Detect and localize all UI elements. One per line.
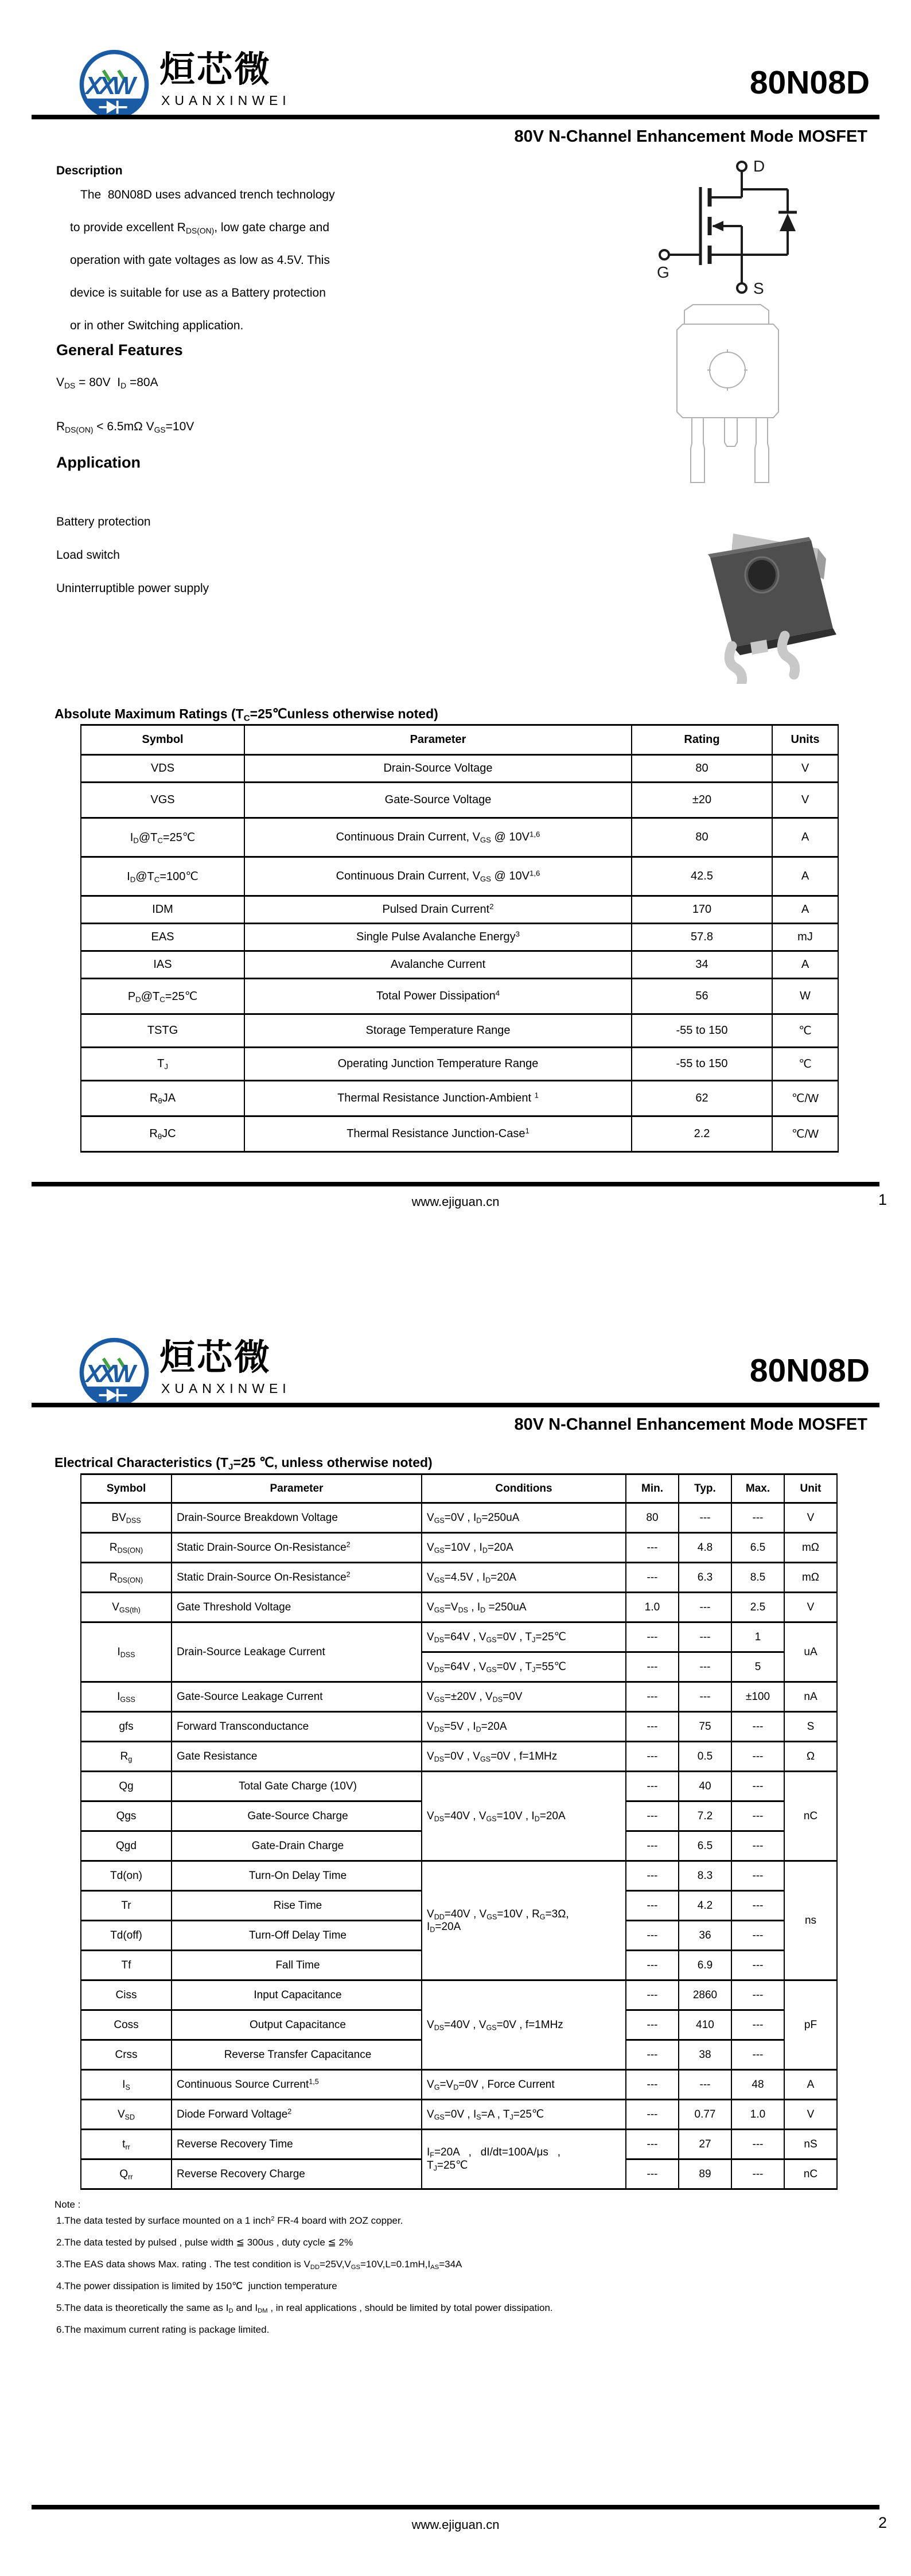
table-cell: S bbox=[784, 1712, 837, 1742]
table-cell: $V_{DS}=0V$ , $V_{GS}=0V$ , f=1MHz bbox=[422, 1742, 626, 1772]
table-row bbox=[81, 1682, 837, 1712]
note-line: 3.The EAS data shows Max. rating . The test condition is $V_{DD}=25V,V_{GS}=10V,L=0.1mH,I_{AS}=34A$ bbox=[56, 2259, 462, 2271]
table-cell: --- bbox=[679, 2070, 731, 2100]
abs-max-heading: Absolute Maximum Ratings ($T_C=25℃unless$ otherwise noted) bbox=[54, 706, 438, 723]
table-cell: 40 bbox=[679, 1772, 731, 1801]
table-cell: Thermal Resistance Junction-Case$^1$ bbox=[244, 1116, 632, 1152]
table-cell: --- bbox=[731, 2010, 784, 2040]
table-header-cell: Units bbox=[772, 725, 838, 755]
table-cell: 1 bbox=[731, 1622, 784, 1652]
table-cell: $V_{DS}=64V$ , $V_{GS}=0V$ , $T_J=25℃$ bbox=[422, 1622, 626, 1652]
table-cell: Single Pulse Avalanche Energy$^3$ bbox=[244, 924, 632, 951]
table-cell: ℃/W bbox=[772, 1081, 838, 1116]
table-cell: --- bbox=[626, 2159, 679, 2189]
table-cell: nS bbox=[784, 2130, 837, 2159]
table-cell: --- bbox=[679, 1593, 731, 1622]
table-cell: 170 bbox=[632, 896, 772, 924]
table-cell: 2.5 bbox=[731, 1593, 784, 1622]
table-cell: --- bbox=[626, 1772, 679, 1801]
table-row bbox=[81, 1503, 837, 1533]
abs-max-table bbox=[80, 724, 839, 1153]
table-cell: nC bbox=[784, 2159, 837, 2189]
page-number: 1 bbox=[878, 1191, 887, 1208]
table-cell: 4.2 bbox=[679, 1891, 731, 1921]
table-cell: Reverse Recovery Charge bbox=[172, 2159, 422, 2189]
table-cell: $I_D@T_C=100℃$ bbox=[81, 857, 244, 896]
table-cell: pF bbox=[784, 1980, 837, 2070]
doc-subtitle: 80V N-Channel Enhancement Mode MOSFET bbox=[514, 1415, 867, 1434]
package-outline-drawing bbox=[670, 300, 862, 492]
table-cell: Turn-On Delay Time bbox=[172, 1861, 422, 1891]
table-cell: Gate-Source Leakage Current bbox=[172, 1682, 422, 1712]
table-cell: A bbox=[772, 951, 838, 979]
table-cell: --- bbox=[626, 1831, 679, 1861]
table-cell: 27 bbox=[679, 2130, 731, 2159]
table-cell: ±20 bbox=[632, 783, 772, 818]
table-cell: Qg bbox=[81, 1772, 172, 1801]
footer-rule bbox=[32, 1182, 879, 1186]
table-cell: Input Capacitance bbox=[172, 1980, 422, 2010]
table-cell: $R_\theta JA$ bbox=[81, 1081, 244, 1116]
table-cell: 6.9 bbox=[679, 1951, 731, 1980]
table-row bbox=[81, 1622, 837, 1652]
table-cell: --- bbox=[731, 1772, 784, 1801]
table-cell: --- bbox=[626, 1652, 679, 1682]
table-cell: 80 bbox=[632, 818, 772, 857]
mosfet-arrow-icon bbox=[712, 221, 723, 231]
description-line: device is suitable for use as a Battery protection bbox=[70, 286, 326, 299]
table-cell: --- bbox=[731, 1921, 784, 1951]
table-cell: W bbox=[772, 979, 838, 1014]
table-row bbox=[81, 857, 838, 896]
table-header-row bbox=[81, 725, 838, 755]
doc-subtitle: 80V N-Channel Enhancement Mode MOSFET bbox=[514, 127, 867, 146]
table-cell: $V_{GS}=10V$ , $I_D=20A$ bbox=[422, 1533, 626, 1563]
table-cell: VDS bbox=[81, 755, 244, 783]
table-cell: $V_{GS}=0V$ , $I_S=A$ , $T_J=25℃$ bbox=[422, 2100, 626, 2130]
header-rule bbox=[32, 115, 879, 119]
drain-label: D bbox=[753, 157, 765, 175]
table-cell: Fall Time bbox=[172, 1951, 422, 1980]
table-cell: ns bbox=[784, 1861, 837, 1980]
table-cell: $V_{DS}=5V$ , $I_D=20A$ bbox=[422, 1712, 626, 1742]
table-cell: $V_{SD}$ bbox=[81, 2100, 172, 2130]
table-cell: $V_{DS}=64V$ , $V_{GS}=0V$ , $T_J=55℃$ bbox=[422, 1652, 626, 1682]
table-cell: Forward Transconductance bbox=[172, 1712, 422, 1742]
table-header-row bbox=[81, 1474, 837, 1503]
page-2 bbox=[0, 1288, 911, 2576]
table-cell: IAS bbox=[81, 951, 244, 979]
table-cell: 89 bbox=[679, 2159, 731, 2189]
table-row bbox=[81, 896, 838, 924]
table-cell: --- bbox=[626, 2040, 679, 2070]
table-cell: $R_\theta JC$ bbox=[81, 1116, 244, 1152]
description-line: to provide excellent $R_{DS(ON)}$, low gate charge and bbox=[70, 221, 330, 235]
feature-line: $R_{DS(ON)} < 6.5m\Omega$ $V_{GS}=10V$ bbox=[56, 420, 194, 434]
table-cell: --- bbox=[626, 1622, 679, 1652]
brand-name-cn: 烜芯微 bbox=[159, 1336, 272, 1378]
table-cell: --- bbox=[731, 1831, 784, 1861]
table-cell: --- bbox=[626, 1951, 679, 1980]
table-cell: nA bbox=[784, 1682, 837, 1712]
table-cell: $V_{GS}=\pm 20V$ , $V_{DS}=0V$ bbox=[422, 1682, 626, 1712]
table-row bbox=[81, 1014, 838, 1048]
table-cell: Rise Time bbox=[172, 1891, 422, 1921]
table-header-cell: Symbol bbox=[81, 725, 244, 755]
application-item: Load switch bbox=[56, 548, 120, 562]
logo-monogram: XXW bbox=[85, 1360, 133, 1388]
table-cell: $Q_{rr}$ bbox=[81, 2159, 172, 2189]
notes-heading: Note : bbox=[54, 2199, 81, 2210]
table-cell: Td(on) bbox=[81, 1861, 172, 1891]
table-cell: 8.5 bbox=[731, 1563, 784, 1593]
table-cell: Pulsed Drain Current$^2$ bbox=[244, 896, 632, 924]
table-cell: Gate Threshold Voltage bbox=[172, 1593, 422, 1622]
table-cell: 2860 bbox=[679, 1980, 731, 2010]
table-cell: A bbox=[772, 896, 838, 924]
footer-site: www.ejiguan.cn bbox=[411, 1194, 500, 1209]
table-cell: ±100 bbox=[731, 1682, 784, 1712]
table-cell: Total Gate Charge (10V) bbox=[172, 1772, 422, 1801]
table-row bbox=[81, 1081, 838, 1116]
table-row bbox=[81, 1593, 837, 1622]
table-cell: 2.2 bbox=[632, 1116, 772, 1152]
table-cell: Continuous Drain Current, $V_{GS}$ @ $10V^{1,6}$ bbox=[244, 857, 632, 896]
table-cell: --- bbox=[626, 1921, 679, 1951]
table-cell: Td(off) bbox=[81, 1921, 172, 1951]
application-list bbox=[56, 515, 209, 615]
table-header-cell: Typ. bbox=[679, 1474, 731, 1503]
table-cell: --- bbox=[731, 1951, 784, 1980]
feature-line: $V_{DS} = 80V$ $I_D =80A$ bbox=[56, 376, 158, 390]
table-cell: --- bbox=[731, 1712, 784, 1742]
table-cell: --- bbox=[679, 1503, 731, 1533]
table-cell: --- bbox=[731, 1503, 784, 1533]
table-cell: --- bbox=[731, 2159, 784, 2189]
table-cell: ℃/W bbox=[772, 1116, 838, 1152]
notes-list bbox=[56, 2215, 859, 2346]
table-cell: ℃ bbox=[772, 1048, 838, 1081]
table-cell: -55 to 150 bbox=[632, 1048, 772, 1081]
table-cell: Tf bbox=[81, 1951, 172, 1980]
table-cell: Drain-Source Voltage bbox=[244, 755, 632, 783]
table-header-cell: Parameter bbox=[172, 1474, 422, 1503]
table-cell: mΩ bbox=[784, 1563, 837, 1593]
table-row bbox=[81, 1533, 837, 1563]
table-cell: Diode Forward Voltage$^2$ bbox=[172, 2100, 422, 2130]
table-cell: gfs bbox=[81, 1712, 172, 1742]
table-cell: 56 bbox=[632, 979, 772, 1014]
table-cell: $V_{DS}=40V$ , $V_{GS}=0V$ , f=1MHz bbox=[422, 1980, 626, 2070]
table-cell: 7.2 bbox=[679, 1801, 731, 1831]
body-diode-icon bbox=[780, 213, 796, 231]
table-cell: --- bbox=[626, 1801, 679, 1831]
part-number: 80N08D bbox=[749, 64, 870, 101]
description-line: or in other Switching application. bbox=[70, 319, 244, 332]
table-cell: -55 to 150 bbox=[632, 1014, 772, 1048]
table-cell: ℃ bbox=[772, 1014, 838, 1048]
table-cell: $R_{DS(ON)}$ bbox=[81, 1563, 172, 1593]
table-row bbox=[81, 1712, 837, 1742]
table-cell: --- bbox=[626, 1891, 679, 1921]
mosfet-symbol-diagram bbox=[645, 153, 852, 299]
table-cell: 6.5 bbox=[731, 1533, 784, 1563]
table-cell: $R_g$ bbox=[81, 1742, 172, 1772]
table-cell: V bbox=[772, 755, 838, 783]
note-line: 4.The power dissipation is limited by 150℃ junction temperature bbox=[56, 2281, 337, 2291]
table-cell: EAS bbox=[81, 924, 244, 951]
table-cell: Continuous Source Current$^{1,5}$ bbox=[172, 2070, 422, 2100]
elec-table bbox=[80, 1473, 838, 2190]
table-cell: $V_G=V_D=0V$ , Force Current bbox=[422, 2070, 626, 2100]
table-cell: 6.3 bbox=[679, 1563, 731, 1593]
table-header-cell: Conditions bbox=[422, 1474, 626, 1503]
table-cell: Gate-Source Charge bbox=[172, 1801, 422, 1831]
table-cell: V bbox=[784, 1503, 837, 1533]
note-line: 2.The data tested by pulsed , pulse width ≦ 300us , duty cycle ≦ 2% bbox=[56, 2237, 353, 2248]
table-cell: $BV_{DSS}$ bbox=[81, 1503, 172, 1533]
table-cell: A bbox=[772, 818, 838, 857]
table-cell: $t_{rr}$ bbox=[81, 2130, 172, 2159]
package-3d-image bbox=[683, 523, 855, 684]
table-cell: 80 bbox=[626, 1503, 679, 1533]
table-row bbox=[81, 2130, 837, 2159]
table-cell: --- bbox=[731, 1891, 784, 1921]
application-item: Battery protection bbox=[56, 515, 151, 528]
table-cell: $R_{DS(ON)}$ bbox=[81, 1533, 172, 1563]
table-cell: mJ bbox=[772, 924, 838, 951]
table-row bbox=[81, 783, 838, 818]
table-cell: Tr bbox=[81, 1891, 172, 1921]
table-cell: nC bbox=[784, 1772, 837, 1861]
table-cell: Crss bbox=[81, 2040, 172, 2070]
table-row bbox=[81, 2100, 837, 2130]
table-cell: --- bbox=[626, 1712, 679, 1742]
note-line: 5.The data is theoretically the same as $I_D$ and $I_{DM}$ , in real applications , should be limited by total power dissipation. bbox=[56, 2302, 553, 2315]
table-cell: V bbox=[784, 1593, 837, 1622]
table-cell: V bbox=[784, 2100, 837, 2130]
table-cell: Storage Temperature Range bbox=[244, 1014, 632, 1048]
table-header-cell: Min. bbox=[626, 1474, 679, 1503]
table-cell: $I_S$ bbox=[81, 2070, 172, 2100]
table-cell: 6.5 bbox=[679, 1831, 731, 1861]
table-cell: --- bbox=[679, 1652, 731, 1682]
table-cell: Qgs bbox=[81, 1801, 172, 1831]
section-heading-description: Description bbox=[56, 164, 123, 177]
table-cell: 8.3 bbox=[679, 1861, 731, 1891]
table-row bbox=[81, 979, 838, 1014]
table-cell: --- bbox=[731, 1742, 784, 1772]
table-cell: Static Drain-Source On-Resistance$^2$ bbox=[172, 1563, 422, 1593]
table-row bbox=[81, 1563, 837, 1593]
footer-site: www.ejiguan.cn bbox=[411, 2517, 500, 2532]
table-cell: 42.5 bbox=[632, 857, 772, 896]
table-cell: --- bbox=[626, 2100, 679, 2130]
table-row bbox=[81, 2070, 837, 2100]
table-cell: A bbox=[784, 2070, 837, 2100]
table-cell: --- bbox=[731, 2130, 784, 2159]
table-row bbox=[81, 818, 838, 857]
table-cell: Ciss bbox=[81, 1980, 172, 2010]
table-cell: $T_J$ bbox=[81, 1048, 244, 1081]
table-cell: $V_{GS(th)}$ bbox=[81, 1593, 172, 1622]
table-cell: $I_F=20A$ , dI/dt=100A/μs , $T_J=25℃$ bbox=[422, 2130, 626, 2189]
table-cell: --- bbox=[626, 2010, 679, 2040]
table-cell: Reverse Recovery Time bbox=[172, 2130, 422, 2159]
table-cell: Avalanche Current bbox=[244, 951, 632, 979]
table-cell: A bbox=[772, 857, 838, 896]
table-cell: 410 bbox=[679, 2010, 731, 2040]
table-header-cell: Max. bbox=[731, 1474, 784, 1503]
section-heading-general-features: General Features bbox=[56, 341, 183, 359]
table-cell: --- bbox=[679, 1682, 731, 1712]
table-row bbox=[81, 951, 838, 979]
table-cell: VGS bbox=[81, 783, 244, 818]
table-cell: Drain-Source Leakage Current bbox=[172, 1622, 422, 1682]
table-cell: --- bbox=[731, 1980, 784, 2010]
table-cell: Ω bbox=[784, 1742, 837, 1772]
table-header-cell: Parameter bbox=[244, 725, 632, 755]
table-header-cell: Rating bbox=[632, 725, 772, 755]
note-line: 6.The maximum current rating is package limited. bbox=[56, 2324, 270, 2335]
table-cell: $V_{GS}=0V$ , $I_D=250uA$ bbox=[422, 1503, 626, 1533]
table-cell: Output Capacitance bbox=[172, 2010, 422, 2040]
table-cell: uA bbox=[784, 1622, 837, 1682]
table-cell: V bbox=[772, 783, 838, 818]
table-header-cell: Symbol bbox=[81, 1474, 172, 1503]
table-cell: --- bbox=[626, 1533, 679, 1563]
table-cell: --- bbox=[626, 2070, 679, 2100]
table-cell: --- bbox=[626, 1563, 679, 1593]
header-rule bbox=[32, 1403, 879, 1407]
table-cell: Turn-Off Delay Time bbox=[172, 1921, 422, 1951]
note-line: 1.The data tested by surface mounted on a 1 inch$^2$ FR-4 board with 2OZ copper. bbox=[56, 2215, 403, 2226]
table-row bbox=[81, 1742, 837, 1772]
table-cell: 5 bbox=[731, 1652, 784, 1682]
table-cell: --- bbox=[626, 1980, 679, 2010]
table-cell: Gate Resistance bbox=[172, 1742, 422, 1772]
brand-name-en: XUANXINWEI bbox=[161, 1381, 291, 1396]
table-cell: 80 bbox=[632, 755, 772, 783]
table-cell: TSTG bbox=[81, 1014, 244, 1048]
table-cell: Static Drain-Source On-Resistance$^2$ bbox=[172, 1533, 422, 1563]
elec-heading: Electrical Characteristics ($T_J=25$ ℃, unless otherwise noted) bbox=[54, 1455, 433, 1472]
table-cell: --- bbox=[731, 1801, 784, 1831]
table-cell: Total Power Dissipation$^4$ bbox=[244, 979, 632, 1014]
table-cell: 75 bbox=[679, 1712, 731, 1742]
brand-logo-icon bbox=[76, 49, 152, 124]
table-cell: Coss bbox=[81, 2010, 172, 2040]
brand-name-en: XUANXINWEI bbox=[161, 93, 291, 108]
table-cell: 38 bbox=[679, 2040, 731, 2070]
table-cell: mΩ bbox=[784, 1533, 837, 1563]
source-label: S bbox=[753, 279, 764, 297]
table-row bbox=[81, 1980, 837, 2010]
table-cell: --- bbox=[626, 1682, 679, 1712]
table-cell: Gate-Source Voltage bbox=[244, 783, 632, 818]
page-number: 2 bbox=[878, 2514, 887, 2531]
table-cell: Continuous Drain Current, $V_{GS}$ @ $10V^{1,6}$ bbox=[244, 818, 632, 857]
table-cell: Operating Junction Temperature Range bbox=[244, 1048, 632, 1081]
table-cell: $I_D@T_C=25℃$ bbox=[81, 818, 244, 857]
table-row bbox=[81, 1116, 838, 1152]
description-line: The 80N08D uses advanced trench technology bbox=[80, 188, 335, 201]
brand-name-cn: 烜芯微 bbox=[159, 48, 272, 90]
table-cell: $V_{DD}=40V$ , $V_{GS}=10V$ , $R_G=3\Omega$, $I_D=20A$ bbox=[422, 1861, 626, 1980]
logo-monogram: XXW bbox=[85, 72, 133, 100]
table-row bbox=[81, 924, 838, 951]
table-cell: Thermal Resistance Junction-Ambient $^1$ bbox=[244, 1081, 632, 1116]
table-cell: --- bbox=[731, 1861, 784, 1891]
table-cell: Reverse Transfer Capacitance bbox=[172, 2040, 422, 2070]
table-row bbox=[81, 1048, 838, 1081]
table-cell: $P_D@T_C=25℃$ bbox=[81, 979, 244, 1014]
brand-logo-icon bbox=[76, 1337, 152, 1412]
table-cell: 1.0 bbox=[626, 1593, 679, 1622]
table-cell: $V_{GS}=V_{DS}$ , $I_D =250uA$ bbox=[422, 1593, 626, 1622]
table-cell: 62 bbox=[632, 1081, 772, 1116]
table-cell: $V_{DS}=40V$ , $V_{GS}=10V$ , $I_D=20A$ bbox=[422, 1772, 626, 1861]
footer-rule bbox=[32, 2505, 879, 2509]
abs-max-table-wrap bbox=[80, 724, 839, 1153]
table-cell: --- bbox=[731, 2040, 784, 2070]
application-item: Uninterruptible power supply bbox=[56, 582, 209, 595]
table-row bbox=[81, 1772, 837, 1801]
table-cell: --- bbox=[626, 2130, 679, 2159]
table-cell: --- bbox=[626, 1742, 679, 1772]
table-cell: $I_{GSS}$ bbox=[81, 1682, 172, 1712]
table-cell: 34 bbox=[632, 951, 772, 979]
table-cell: Qgd bbox=[81, 1831, 172, 1861]
general-features-list bbox=[56, 376, 194, 464]
table-cell: 1.0 bbox=[731, 2100, 784, 2130]
table-cell: --- bbox=[679, 1622, 731, 1652]
table-cell: $V_{GS}=4.5V$ , $I_D=20A$ bbox=[422, 1563, 626, 1593]
table-cell: --- bbox=[626, 1861, 679, 1891]
table-cell: Gate-Drain Charge bbox=[172, 1831, 422, 1861]
table-cell: 48 bbox=[731, 2070, 784, 2100]
table-cell: 36 bbox=[679, 1921, 731, 1951]
table-cell: 57.8 bbox=[632, 924, 772, 951]
table-cell: Drain-Source Breakdown Voltage bbox=[172, 1503, 422, 1533]
table-cell: IDM bbox=[81, 896, 244, 924]
table-row bbox=[81, 1861, 837, 1891]
description-line: operation with gate voltages as low as 4.5V. This bbox=[70, 254, 330, 267]
table-header-cell: Unit bbox=[784, 1474, 837, 1503]
table-row bbox=[81, 755, 838, 783]
section-heading-application: Application bbox=[56, 454, 141, 471]
table-cell: 4.8 bbox=[679, 1533, 731, 1563]
table-cell: 0.77 bbox=[679, 2100, 731, 2130]
gate-label: G bbox=[657, 263, 669, 281]
description-paragraph bbox=[70, 188, 403, 352]
elec-table-wrap bbox=[80, 1473, 838, 2190]
table-cell: $I_{DSS}$ bbox=[81, 1622, 172, 1682]
part-number: 80N08D bbox=[749, 1352, 870, 1389]
table-cell: 0.5 bbox=[679, 1742, 731, 1772]
